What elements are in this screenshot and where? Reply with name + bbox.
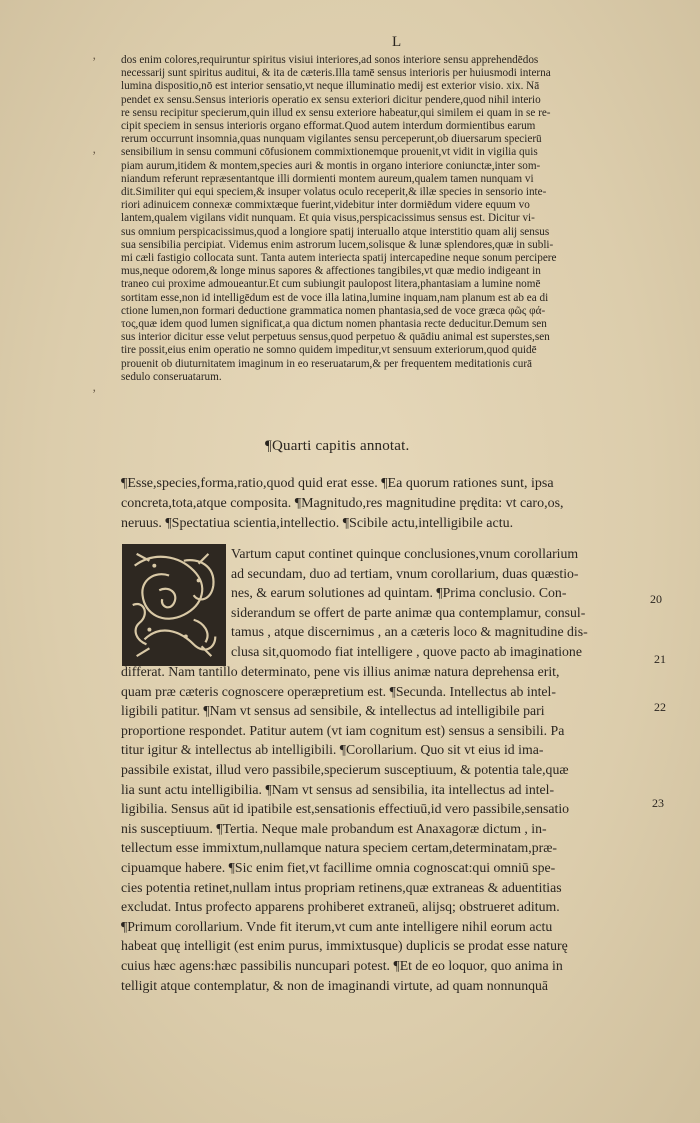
commentary-line: sedulo conseruatarum.	[121, 370, 222, 383]
commentary-line: prouenit ob diuturnitatem imaginum in eo reseruatarum,& per frequentem meditationis curā	[121, 357, 533, 370]
commentary-line: riori adinuicem connexæ commixtæque fuerint,videbitur inter dormiēdum videre equum vo	[121, 199, 530, 212]
text-line: nis susceptiuum. ¶Tertia. Neque male probandum est Anaxagoræ dictum , in-	[121, 820, 547, 836]
commentary-line: necessarij sunt spiritus auditui, & ita de cæteris.Illa tamē sensus interioris per huiusmodi interna	[121, 67, 551, 80]
text-line: titur igitur & intellectus ab intelligibili. ¶Corollarium. Quo sit vt eius id ima-	[121, 742, 544, 758]
glossary-notes	[121, 474, 651, 534]
commentary-line: rerum occurrunt insomnia,quas nunquam vigilantes sensu perceperunt,ob diuersarum specierū	[121, 133, 542, 146]
margin-mark: ’	[92, 386, 97, 401]
text-line: cuius hæc agens:hæc passibilis nuncupari potest. ¶Et de eo loquor, quo anima in	[121, 957, 563, 973]
text-line: differat. Nam tantillo determinato, pene vis illius animæ natura deprehensa erit,	[121, 664, 560, 679]
commentary-line: re sensu recipitur specierum,quin illud ex sensu exteriore habeatur,qui similem ei quam in se re-	[121, 106, 551, 119]
text-line: telligit atque contemplatur, & non de imaginandi virtute, ad quam nonnunquā	[121, 977, 549, 993]
text-line: ligibili patitur. ¶Nam vt sensus ad sensibile, & intellectus ad intelligibile pari	[121, 703, 545, 719]
text-line: nes, & earum solutiones ad quintam. ¶Prima conclusio. Con-	[231, 585, 567, 601]
decorated-initial-q-icon	[122, 544, 226, 666]
commentary-line: mi cæli fastigio collocata sunt. Tanta autem interiecta spatij intercapedine neque sonum percipere	[121, 252, 557, 265]
commentary-line: mus,neque odorem,& longe minus sapores & affectiones tangibiles,vt quæ medio indigeant in	[121, 265, 541, 278]
commentary-line: niandum referunt repræsentantque illi dormienti montem aureum,qualem tamen nunquam vi	[121, 172, 534, 185]
text-line: ¶Primum corollarium. Vnde fit iterum,vt cum ante intelligere nihil eorum actu	[121, 918, 553, 934]
commentary-line: piam aurum,itidem & montem,species auri & montis in organo interiore coniunctæ,inter som-	[121, 159, 541, 172]
commentary-line: sortitam esse,non id intelligēdum est de voce illa latina,lumine inquam,nam planum est ab ea di	[121, 291, 549, 304]
commentary-line: dos enim colores,requiruntur spiritus visiui interiores,ad sonos interiore sensu apprehendēdos	[121, 54, 539, 66]
text-line: passibile existat, illud vero passibile,specierum susceptiuum, & potentia tale,quæ	[121, 761, 569, 777]
chapter-text	[121, 662, 651, 995]
text-line: clusa sit,quomodo fiat intelligere , quove pacto ab imaginatione	[231, 643, 582, 659]
commentary-block	[121, 54, 646, 384]
commentary-line: ctione lumen,non formari deductione grammatica nomen phantasia,sed de voce græca φῶς φά-	[121, 304, 546, 317]
commentary-line: dit.Similiter qui equi speciem,& insuper volatus oculo receperit,& illæ species in sensorio inte-	[121, 186, 547, 199]
note-line: ¶Esse,species,forma,ratio,quod quid erat esse. ¶Ea quorum rationes sunt, ipsa	[121, 476, 554, 491]
commentary-line: tire possit,eius enim operatio ne somno quidem impeditur,vt sensuum exteriorum,quod quidē	[121, 344, 537, 357]
commentary-line: cipit speciem in sensus interioris organo efformat.Quod autem interdum dormientibus earum	[121, 120, 536, 133]
folio-number: L	[392, 34, 403, 50]
margin-number: 22	[654, 700, 666, 714]
text-line: cies potentia retinet,nullam intus propriam retinens,quæ extraneas & aduentitias	[121, 879, 562, 895]
commentary-line: lantem,qualem vigilans vidit nunquam. Et quia visus,perspicacissimus sensus est. Dicitur vi-	[121, 212, 535, 225]
text-line: ad secundam, duo ad tertiam, vnum corollarium, duas quæstio-	[231, 565, 579, 581]
text-line: ligibilia. Sensus aūt id ipatibile est,sensationis effectiuū,id vero passibile,sensatio	[121, 801, 570, 817]
note-line: concreta,tota,atque composita. ¶Magnitudo,res magnitudine prędita: vt caro,os,	[121, 496, 564, 511]
text-line: tellectum esse immixtum,nullamque natura speciem certam,determinatam,præ-	[121, 840, 557, 856]
commentary-line: sensibilium in sensu communi cōfusionem commixtionemque prouenit,vt vidit in vigilia quis	[121, 146, 538, 159]
commentary-line: τος,quæ idem quod lumen significat,a qua dictum nomen phantasia recte deducitur.Demum sen	[121, 318, 547, 331]
commentary-line: lumina dispositio,nō est interior sensatio,vt neque illuminatio medij est exterior visio. xix. Nā	[121, 80, 540, 93]
commentary-line: sua sensibilia percipiat. Videmus enim astrorum lucem,solisque & lunæ splendores,quæ in subli-	[121, 238, 554, 251]
text-line: habeat quę intelligit (est enim purus, immixtusque) duplicis se prodat esse naturę	[121, 938, 568, 954]
text-line: lia sunt actu intelligibilia. ¶Nam vt sensus ad sensibilia, ita intellectus ad intel-	[121, 781, 555, 797]
margin-number: 23	[652, 796, 664, 810]
note-line: neruus. ¶Spectatiua scientia,intellectio. ¶Scibile actu,intelligibile actu.	[121, 516, 514, 531]
text-line: quam præ cæteris cognoscere operæpretium est. ¶Secunda. Intellectus ab intel-	[121, 683, 556, 699]
text-line: proportione respondet. Patitur autem (vt iam cognitum est) sensus a sensibili. Pa	[121, 722, 565, 738]
chapter-text-beside-initial	[231, 544, 649, 662]
commentary-line: sus interior dicitur esse velut perpetuus sensus,quod perpetuo & quādiu animal est superstes,sen	[121, 331, 550, 344]
text-line: siderandum se offert de parte animæ qua contemplamur, consul-	[231, 604, 586, 620]
margin-mark: ’	[92, 148, 97, 163]
text-line: Vartum caput continet quinque conclusiones,vnum corollarium	[231, 546, 579, 561]
text-line: cipuamque habere. ¶Sic enim fiet,vt facillime omnia cognoscat:qui omniū spe-	[121, 859, 556, 875]
commentary-line: pendet ex sensu.Sensus interioris operatio ex sensu exteriori dicitur pendere,quod nihil interio	[121, 93, 541, 106]
margin-number: 21	[654, 652, 666, 666]
commentary-line: traneo cui proxime admoueantur.Et cum subiungit paulopost litera,phantasiam a lumine nomē	[121, 278, 541, 291]
text-line: tamus , atque discernimus , an a cæteris loco & magnitudine dis-	[231, 624, 588, 640]
text-line: excludat. Intus profecto apparens prohiberet extraneū, alijsq; obstrueret aditum.	[121, 899, 560, 915]
margin-number: 20	[650, 592, 662, 606]
commentary-line: sus omnium perspicacissimus,quod a longiore spatij interuallo atque interstitio quam alij sensus	[121, 225, 550, 238]
chapter-annotation-heading: ¶Quarti capitis annotat.	[265, 438, 410, 454]
margin-mark: ’	[92, 54, 97, 69]
